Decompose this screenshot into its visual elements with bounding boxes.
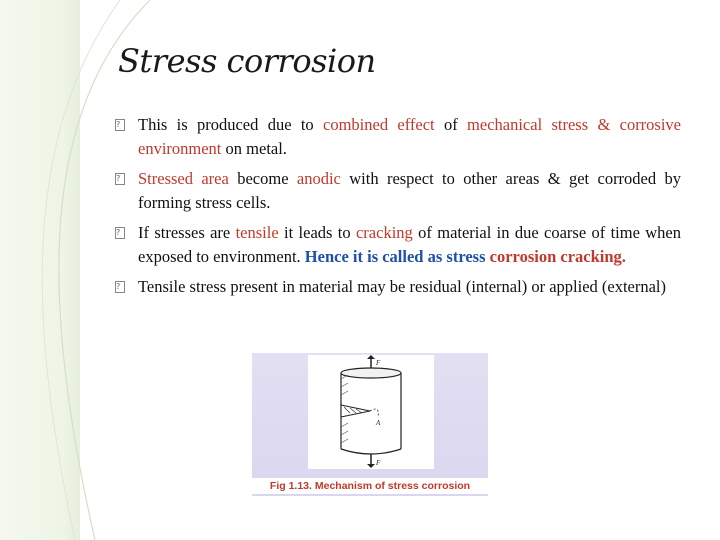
bullet-text: If stresses are tensile it leads to cracking of material in due coarse of time when exposed to environment. Hence it is called as stress corrosion cracking. (138, 223, 681, 266)
figure-diagram-area (308, 355, 434, 469)
force-label-top: F (376, 359, 381, 367)
bullet-text: Tensile stress present in material may be residual (internal) or applied (external) (138, 277, 667, 296)
crack-tip-label: A (376, 419, 381, 427)
bullet-marker-icon: ? (115, 281, 125, 293)
force-label-bottom: F (376, 459, 381, 467)
slide-title: Stress corrosion (118, 42, 376, 80)
stressed-cylinder-diagram (308, 355, 434, 469)
bullet-marker-icon: ? (115, 227, 125, 239)
stress-corrosion-figure (252, 353, 488, 496)
bullet-item (115, 275, 681, 299)
bullet-item (115, 113, 681, 161)
bullet-text: Stressed area become anodic with respect to other areas & get corroded by forming stress cells. (138, 169, 681, 212)
bullet-list (115, 113, 681, 305)
figure-caption: Fig 1.13. Mechanism of stress corrosion (252, 478, 488, 494)
bullet-item (115, 221, 681, 269)
bullet-marker-icon: ? (115, 119, 125, 131)
bullet-item (115, 167, 681, 215)
left-decorative-band (0, 0, 80, 540)
bullet-marker-icon: ? (115, 173, 125, 185)
bullet-text: This is produced due to combined effect of mechanical stress & corrosive environment on metal. (138, 115, 682, 158)
